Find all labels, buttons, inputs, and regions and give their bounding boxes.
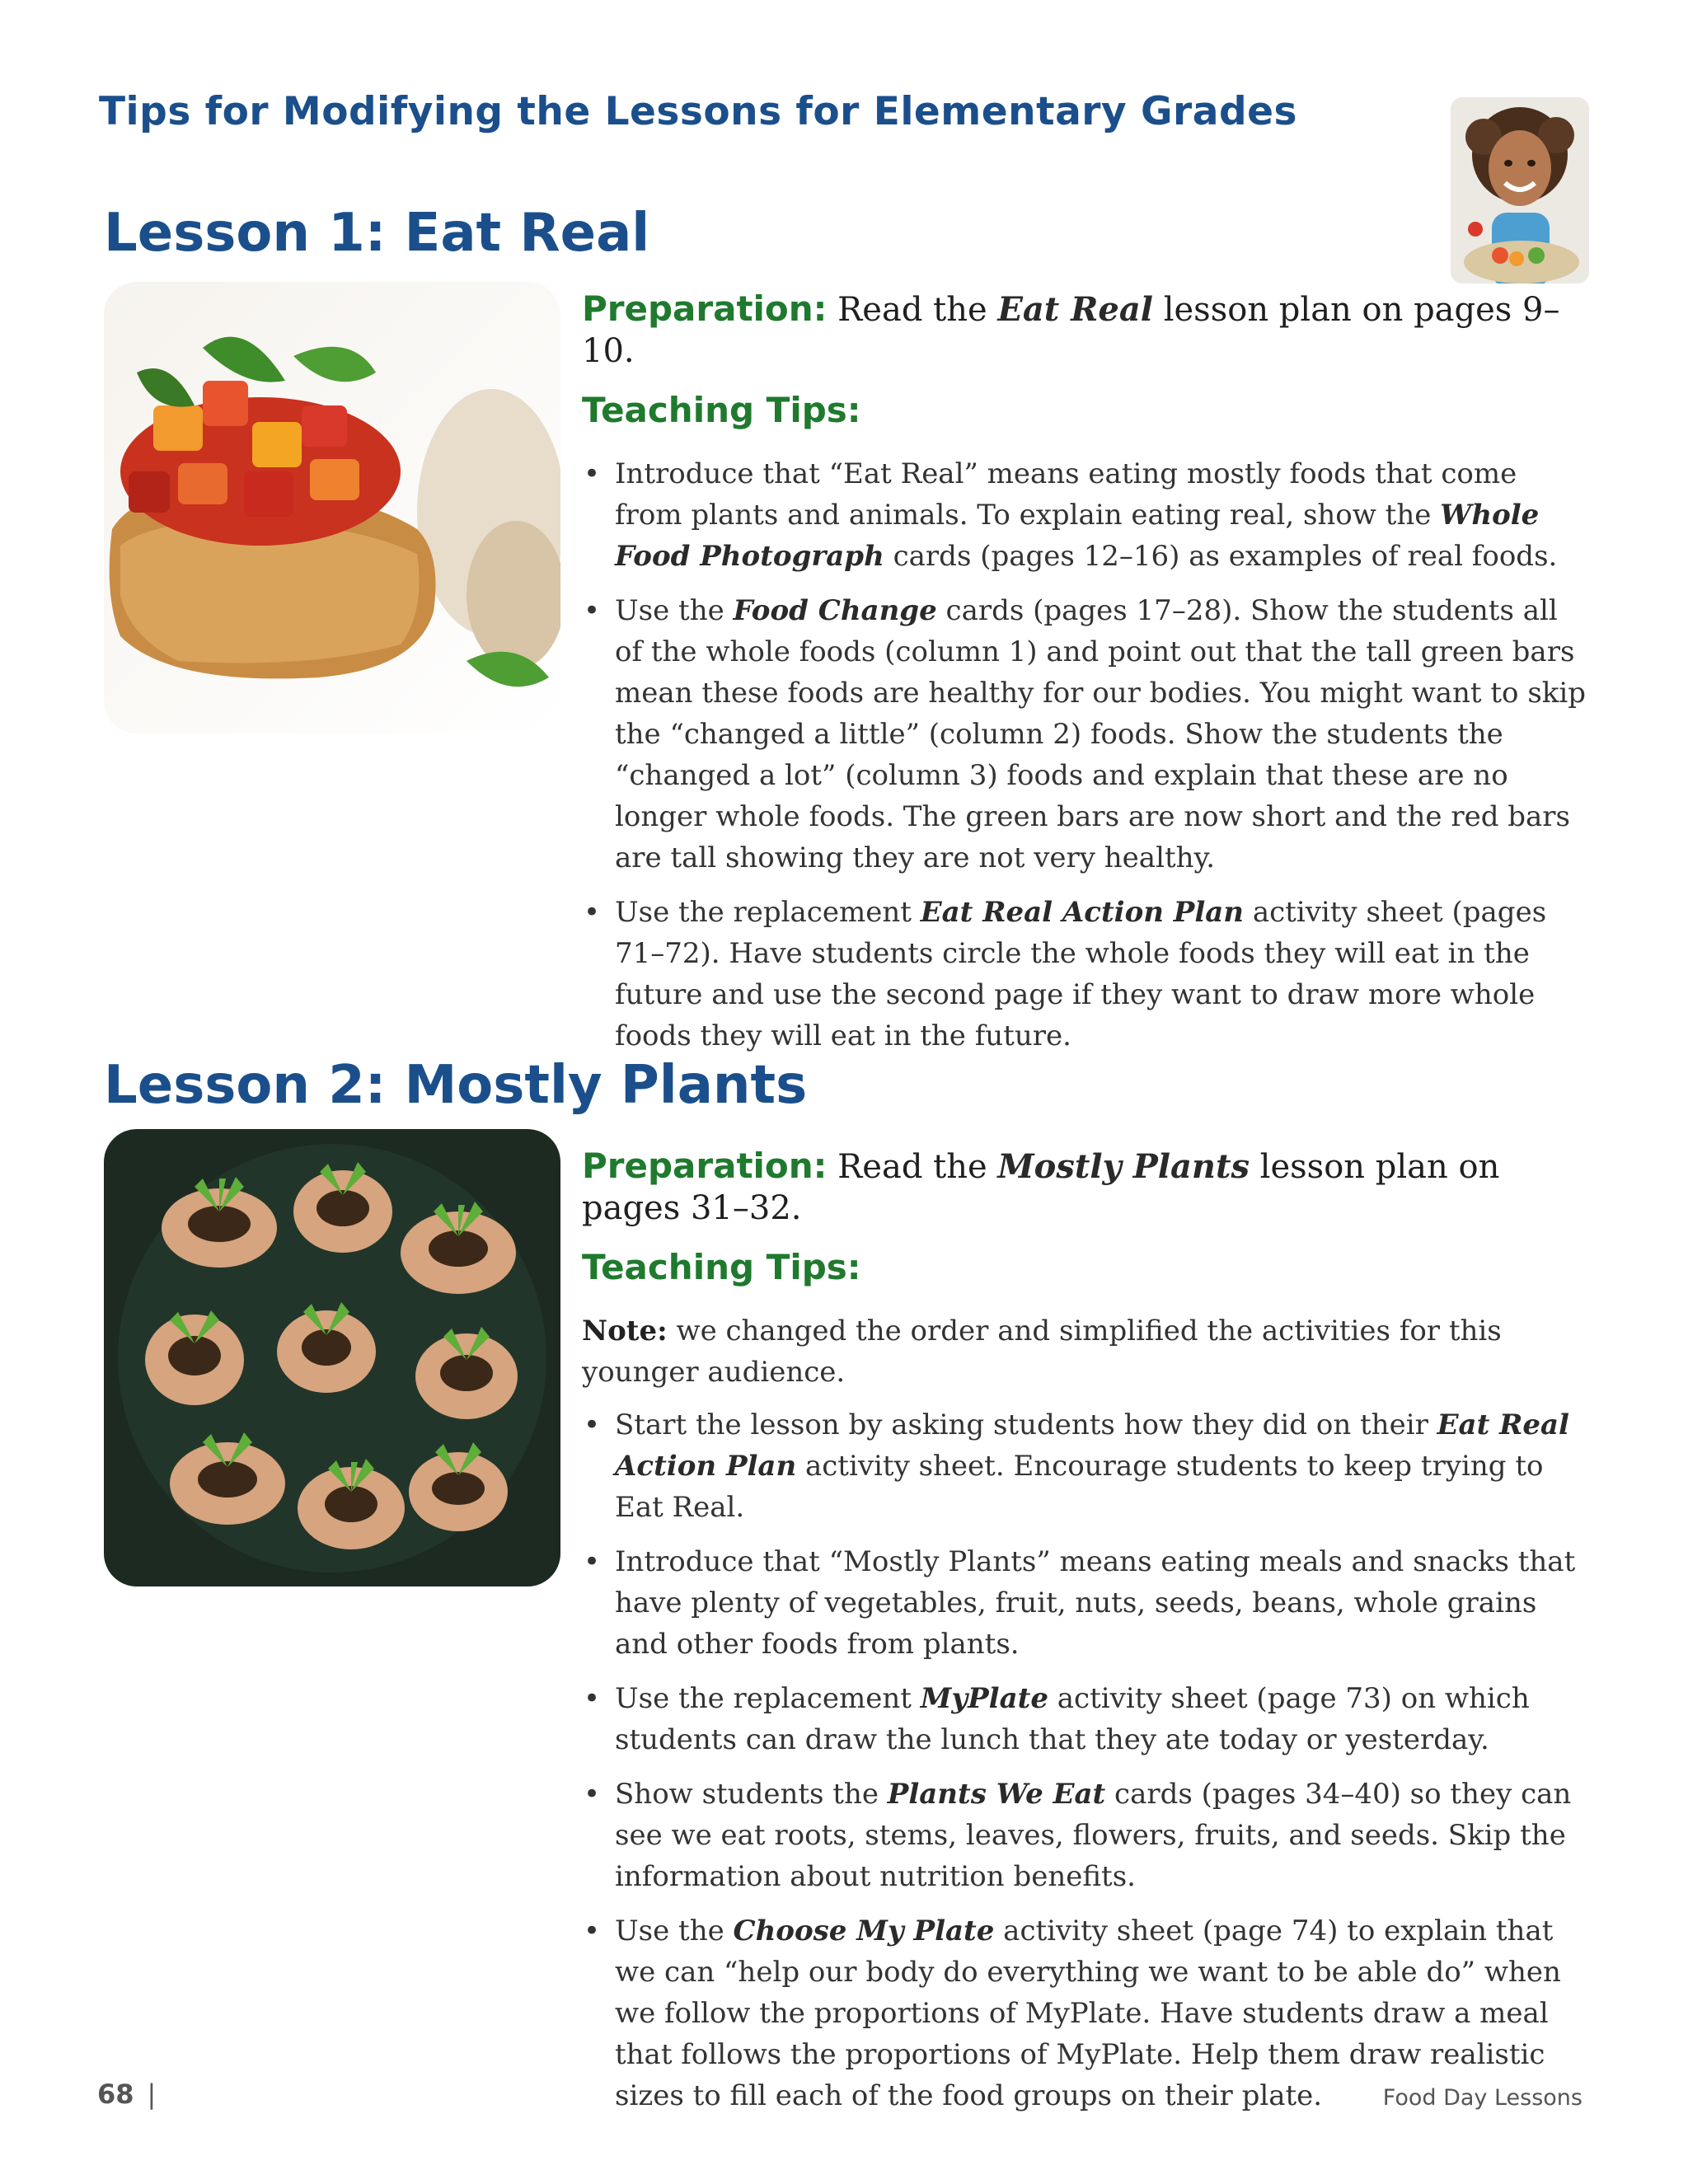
tip-text: activity sheet. Encourage students to keep trying to Eat Real.: [615, 1450, 1544, 1524]
preparation-label: Preparation:: [582, 1146, 828, 1186]
tip-emphasis: Food Change: [733, 594, 937, 627]
page-header-title: Tips for Modifying the Lessons for Elementary Grades: [99, 89, 1297, 134]
lesson-2-title: Lesson 2: Mostly Plants: [104, 1055, 808, 1116]
lesson-1-tips-list: [582, 453, 1586, 1057]
preparation-label: Preparation:: [582, 288, 828, 329]
tip-text: cards (pages 34–40) so they can see we eat roots, stems, leaves, flowers, fruits, and seeds. Skip the information about nutrition benefits.: [615, 1778, 1572, 1893]
tip-text: Use the: [615, 1915, 734, 1947]
tip-text: Introduce that “Mostly Plants” means eating meals and snacks that have plenty of vegetables, fruit, nuts, seeds, beans, whole grains and other foods from plants.: [615, 1545, 1576, 1661]
lesson-2-tips-list: [582, 1404, 1586, 2116]
tip-emphasis: Eat Real Action Plan: [920, 896, 1245, 929]
list-item: [582, 1541, 1586, 1665]
tip-text: cards (pages 12–16) as examples of real foods.: [884, 540, 1558, 573]
lesson-plan-name: Mostly Plants: [997, 1147, 1250, 1186]
lesson-1-preparation: [582, 288, 1586, 372]
note-label: Note:: [582, 1315, 668, 1347]
preparation-pages: lesson plan on pages 31–32.: [582, 1148, 1500, 1227]
lesson-1-title: Lesson 1: Eat Real: [104, 203, 650, 264]
page-number-value: 68: [97, 2079, 134, 2110]
lesson-1-content: [582, 288, 1586, 1070]
list-item: [582, 1404, 1586, 1528]
tip-text: Use the replacement: [615, 1682, 921, 1715]
footer-separator: |: [147, 2079, 157, 2110]
tip-emphasis: Choose My Plate: [733, 1915, 995, 1947]
tip-emphasis: Plants We Eat: [887, 1778, 1106, 1811]
tip-text: activity sheet (pages 71–72). Have students circle the whole foods they will eat in the future and use the second page if they want to draw more whole foods they will eat in the future.: [615, 896, 1547, 1052]
tip-emphasis: Eat Real Action Plan: [615, 1408, 1569, 1483]
list-item: [582, 1678, 1586, 1760]
tip-text: activity sheet (page 73) on which students can draw the lunch that they ate today or yesterday.: [615, 1682, 1530, 1756]
list-item: [582, 1774, 1586, 1897]
tip-text: Start the lesson by asking students how they did on their: [615, 1408, 1437, 1441]
note-text: we changed the order and simplified the activities for this younger audience.: [582, 1315, 1502, 1389]
tip-text: Use the replacement: [615, 896, 921, 929]
lesson-2-preparation: [582, 1146, 1586, 1229]
tip-text: cards (pages 17–28). Show the students all of the whole foods (column 1) and point out that the tall green bars mean these foods are healthy for our bodies. You might want to skip the “changed a little” (column 2) foods. Show the students the “changed a lot” (column 3) foods and explain that these are no longer whole foods. The green bars are now short and the red bars are tall showing they are not very healthy.: [615, 594, 1587, 874]
teaching-tips-heading: Teaching Tips:: [582, 390, 861, 430]
publication-name: Food Day Lessons: [1382, 2085, 1582, 2111]
list-item: [582, 453, 1586, 577]
girl-with-vegetables-photo: [1451, 97, 1589, 284]
bruschetta-photo: [104, 282, 560, 733]
preparation-pages: lesson plan on pages 9–10.: [582, 291, 1560, 370]
tip-text: Use the: [615, 594, 734, 627]
page-number: [97, 2079, 156, 2110]
preparation-text: Read the: [827, 291, 998, 329]
note-paragraph: [582, 1310, 1586, 1393]
tip-text: activity sheet (page 74) to explain that we can “help our body do everything we want to be able do” when we follow the proportions of MyPlate. Have students draw a meal that follows the proportions of MyPlate. Help them draw realistic sizes to fill each of the food groups on their plate.: [615, 1915, 1561, 2112]
lesson-plan-name: Eat Real: [997, 290, 1153, 329]
tip-text: Show students the: [615, 1778, 888, 1811]
list-item: [582, 892, 1586, 1057]
hands-holding-seedlings-photo: [104, 1129, 560, 1586]
teaching-tips-heading: Teaching Tips:: [582, 1247, 861, 1287]
lesson-2-content: [582, 1146, 1586, 2130]
tip-emphasis: MyPlate: [920, 1682, 1048, 1715]
tip-emphasis: Whole Food Photograph: [615, 499, 1540, 573]
tip-text: Introduce that “Eat Real” means eating mostly foods that come from plants and animals. To explain eating real, show the: [615, 457, 1517, 532]
list-item: [582, 590, 1586, 879]
preparation-text: Read the: [827, 1148, 998, 1186]
